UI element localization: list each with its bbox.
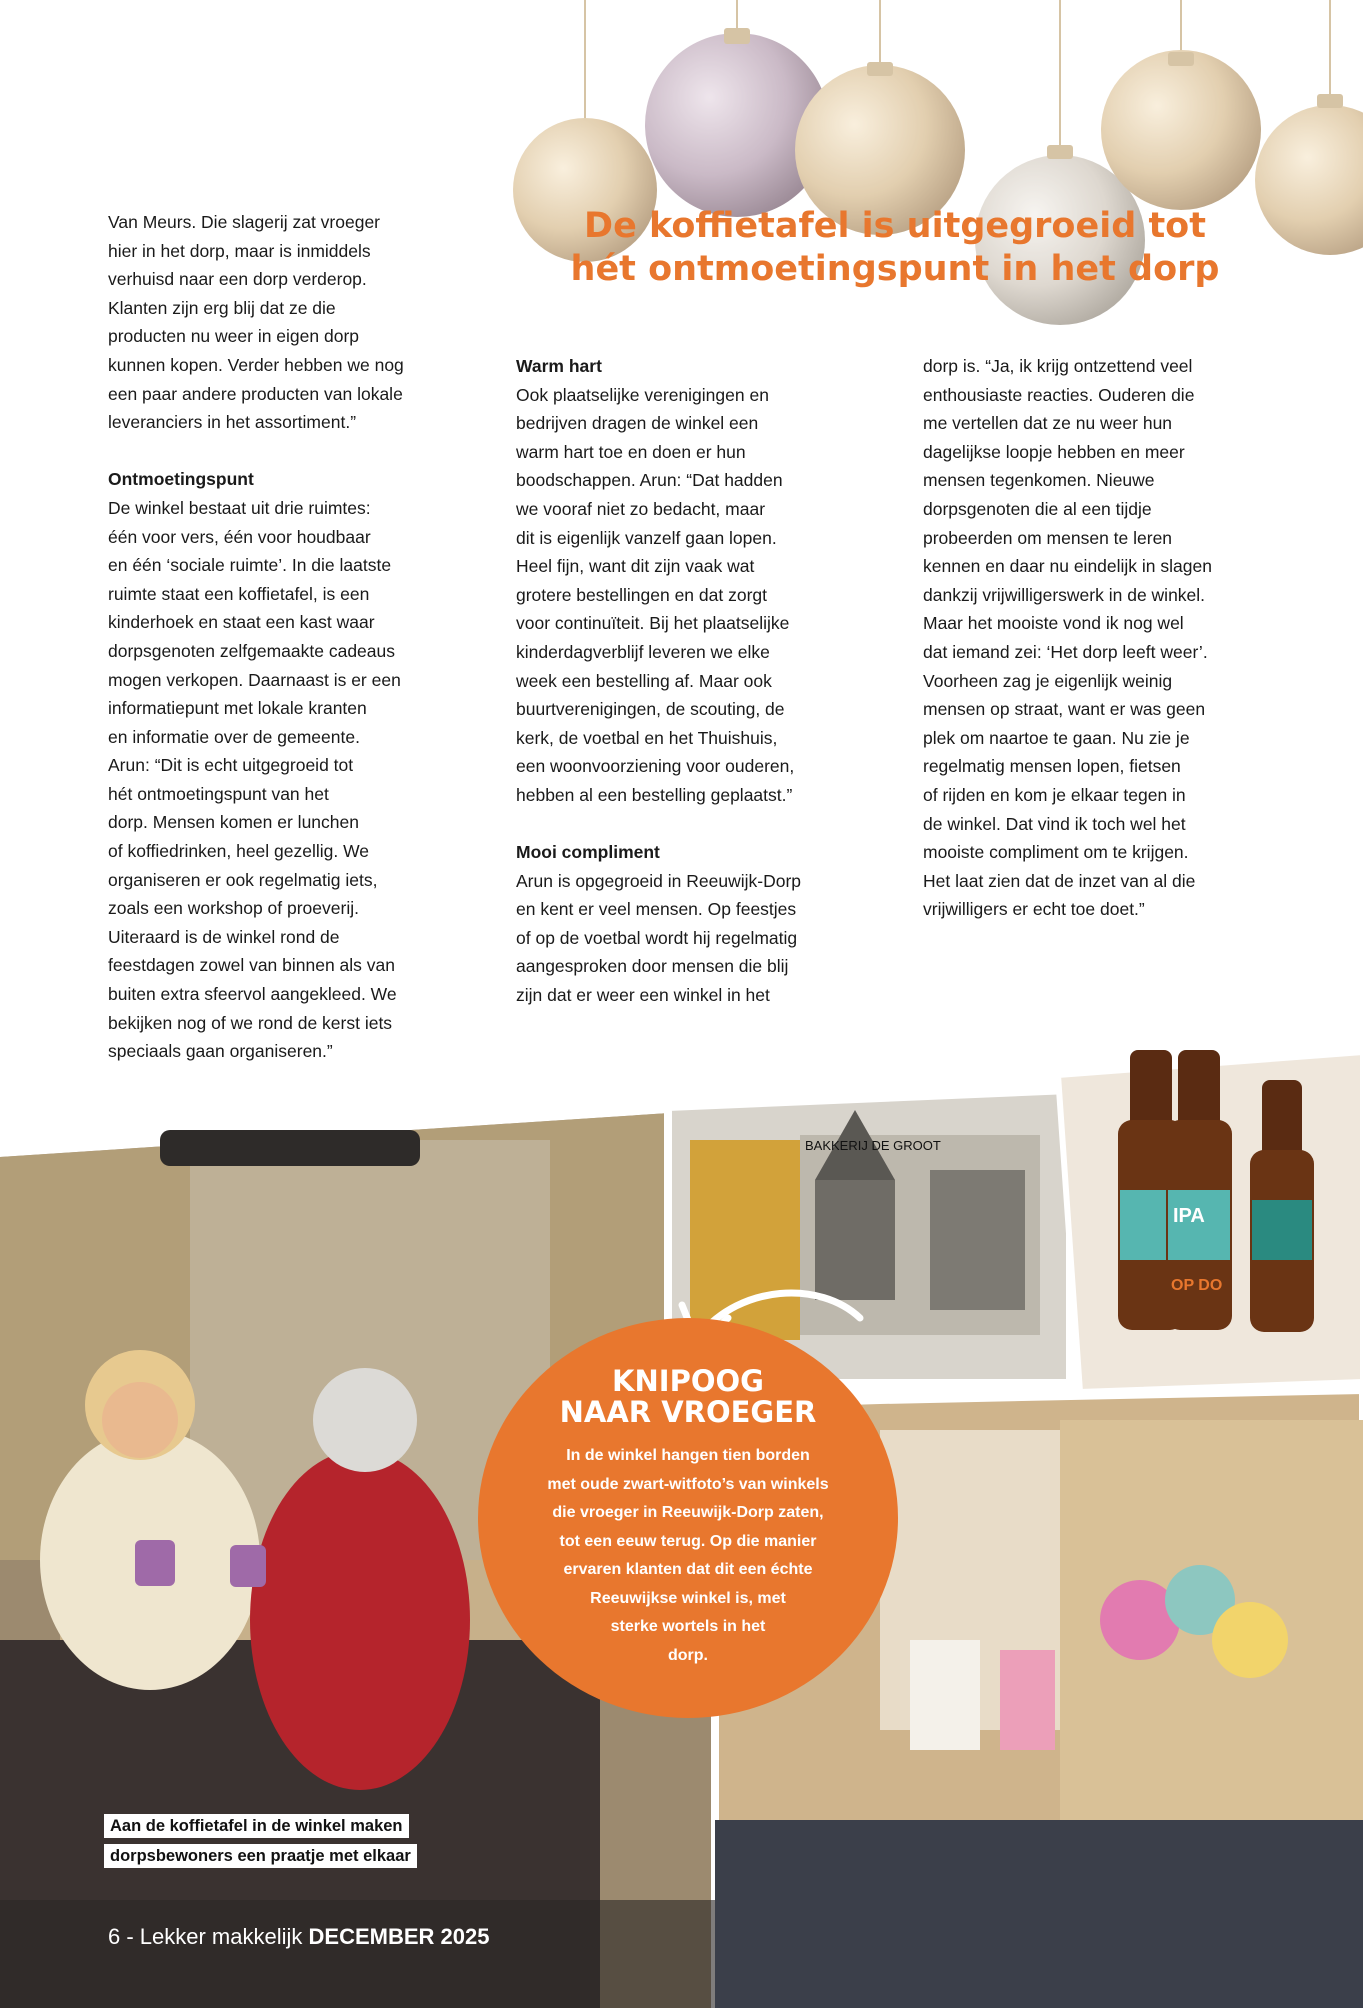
paragraph-line: dit is eigenlijk vanzelf gaan lopen. [516,527,777,548]
callout-line: met oude zwart-witfoto’s van winkels [547,1475,829,1493]
paragraph-line: week een bestelling af. Maar ook [516,670,772,691]
paragraph-line: dankzij vrijwilligerswerk in de winkel. [923,584,1206,605]
caption-line-2: dorpsbewoners een praatje met elkaar [104,1844,417,1868]
paragraph-line: of koffiedrinken, heel gezellig. We [108,841,370,862]
text-column-3 [923,352,1288,924]
paragraph-line: kinderdagverblijf leveren we elke [516,641,770,662]
paragraph-line: plek om naartoe te gaan. Nu zie je [923,727,1190,748]
paragraph-line: mensen tegenkomen. Nieuwe [923,470,1155,491]
headline-line-2: hét ontmoetingspunt in het dorp [570,249,1220,289]
paragraph-line: kerk, de voetbal en het Thuishuis, [516,727,778,748]
headline-line-1: De koffietafel is uitgegroeid tot [584,206,1206,246]
paragraph-line: Ook plaatselijke verenigingen en [516,384,769,405]
paragraph-line: speciaals gaan organiseren.” [108,1041,333,1062]
callout-line: dorp. [668,1646,708,1664]
callout-title-line-2: NAAR VROEGER [559,1395,817,1429]
callout-line: Reeuwijkse winkel is, met [590,1589,786,1607]
footer-page-label: 6 - Lekker makkelijk [108,1924,303,1949]
paragraph-line: bekijken nog of we rond de kerst iets [108,1012,393,1033]
paragraph-line: kunnen kopen. Verder hebben we nog [108,354,404,375]
text-column-1 [108,208,473,1066]
paragraph-line: Arun is opgegroeid in Reeuwijk-Dorp [516,870,802,891]
paragraph-line: of rijden en kom je elkaar tegen in [923,784,1186,805]
article-headline [500,205,1290,291]
paragraph-line: feestdagen zowel van binnen als van [108,955,396,976]
paragraph-gap [108,437,473,466]
text-column-2 [516,352,881,1010]
section-heading-warm-hart: Warm hart [516,356,602,376]
footer-issue: DECEMBER 2025 [308,1924,490,1949]
paragraph-line: ruimte staat een koffietafel, is een [108,583,370,604]
callout-line: tot een eeuw terug. Op die manier [559,1532,817,1550]
paragraph-line: een paar andere producten van lokale [108,383,403,404]
paragraph-line: een woonvoorziening voor ouderen, [516,756,795,777]
section-heading-mooi-compliment: Mooi compliment [516,842,660,863]
paragraph-line: hét ontmoetingspunt van het [108,783,329,804]
paragraph-line: hebben al een bestelling geplaatst.” [516,784,793,805]
paragraph-line: dorp. Mensen komen er lunchen [108,812,359,833]
callout-body [508,1442,868,1670]
bakery-sign-text: BAKKERIJ DE GROOT [805,1138,941,1153]
callout-line: die vroeger in Reeuwijk-Dorp zaten, [552,1504,824,1521]
paragraph-line: voor continuïteit. Bij het plaatselijke [516,613,790,634]
paragraph-line: we vooraf niet zo bedacht, maar [516,498,766,519]
paragraph-line: aangesproken door mensen die blij [516,956,789,977]
page-footer [108,1924,489,1950]
callout-line: In de winkel hangen tien borden [566,1447,810,1464]
callout-line: sterke wortels in het [610,1618,766,1635]
bottle-label-text: IPA [1173,1205,1205,1227]
paragraph-line: me vertellen dat ze nu weer hun [923,413,1173,434]
paragraph-line: dorpsgenoten die al een tijdje [923,498,1152,519]
paragraph-line: informatiepunt met lokale kranten [108,698,367,719]
paragraph-line: buiten extra sfeervol aangekleed. We [108,984,397,1005]
paragraph-line: warm hart toe en doen er hun [516,441,746,462]
paragraph-line: en één ‘sociale ruimte’. In die laatste [108,555,392,576]
paragraph-line: Klanten zijn erg blij dat ze die [108,297,336,318]
photo-caption [104,1814,417,1874]
paragraph-line: één voor vers, één voor houdbaar [108,526,371,547]
bottle-brand-text: OP DO [1171,1277,1223,1294]
paragraph-line: organiseren er ook regelmatig iets, [108,869,378,890]
paragraph-gap [516,810,881,839]
beer-bottles-photo [1058,1050,1363,1392]
paragraph-line: boodschappen. Arun: “Dat hadden [516,470,783,491]
paragraph-line: leveranciers in het assortiment.” [108,412,357,433]
paragraph-line: en informatie over de gemeente. [108,726,360,747]
paragraph-line: Uiteraard is de winkel rond de [108,926,340,947]
paragraph-line: mooiste compliment om te krijgen. [923,842,1189,863]
paragraph-line: kennen en daar nu eindelijk in slagen [923,556,1212,577]
callout-title-line-1: KNIPOOG [612,1364,764,1398]
paragraph-line: Het laat zien dat de inzet van al die [923,870,1196,891]
paragraph-line: Heel fijn, want dit zijn vaak wat [516,556,755,577]
paragraph-line: of op de voetbal wordt hij regelmatig [516,927,798,948]
paragraph-line: Maar het mooiste vond ik nog wel [923,613,1184,634]
knipoog-callout [478,1318,898,1718]
paragraph-line: Arun: “Dit is echt uitgegroeid tot [108,755,354,776]
paragraph-line: zijn dat er weer een winkel in het [516,985,770,1006]
paragraph-line: mensen op straat, want er was geen [923,699,1206,720]
paragraph-line: regelmatig mensen lopen, fietsen [923,756,1181,777]
paragraph-line: dat iemand zei: ‘Het dorp leeft weer’. [923,641,1208,662]
callout-line: ervaren klanten dat dit een échte [563,1561,813,1578]
paragraph-line: dorp is. “Ja, ik krijg ontzettend veel [923,356,1193,376]
paragraph-line: probeerden om mensen te leren [923,527,1173,548]
paragraph-line: enthousiaste reacties. Ouderen die [923,384,1195,405]
paragraph-line: bedrijven dragen de winkel een [516,413,759,434]
paragraph-line: grotere bestellingen en dat zorgt [516,584,767,605]
paragraph-line: dorpsgenoten zelfgemaakte cadeaus [108,640,396,661]
paragraph-line: dagelijkse loopje hebben en meer [923,441,1185,462]
paragraph-line: De winkel bestaat uit drie ruimtes: [108,497,371,518]
section-heading-ontmoetingspunt: Ontmoetingspunt [108,469,254,490]
paragraph-line: zoals een workshop of proeverij. [108,898,359,919]
paragraph-line: hier in het dorp, maar is inmiddels [108,240,371,261]
paragraph-line: mogen verkopen. Daarnaast is er een [108,669,401,690]
paragraph-line: en kent er veel mensen. Op feestjes [516,899,797,920]
paragraph-line: kinderhoek en staat een kast waar [108,612,375,633]
paragraph-line: producten nu weer in eigen dorp [108,326,360,347]
caption-line-1: Aan de koffietafel in de winkel maken [104,1814,409,1838]
paragraph-line: verhuisd naar een dorp verderop. [108,269,367,290]
callout-title [478,1366,898,1428]
paragraph-line: Voorheen zag je eigenlijk weinig [923,670,1173,691]
paragraph-line: vrijwilligers er echt toe doet.” [923,899,1145,920]
paragraph-line: Van Meurs. Die slagerij zat vroeger [108,212,381,232]
paragraph-line: de winkel. Dat vind ik toch wel het [923,813,1186,834]
paragraph-line: buurtverenigingen, de scouting, de [516,699,785,720]
